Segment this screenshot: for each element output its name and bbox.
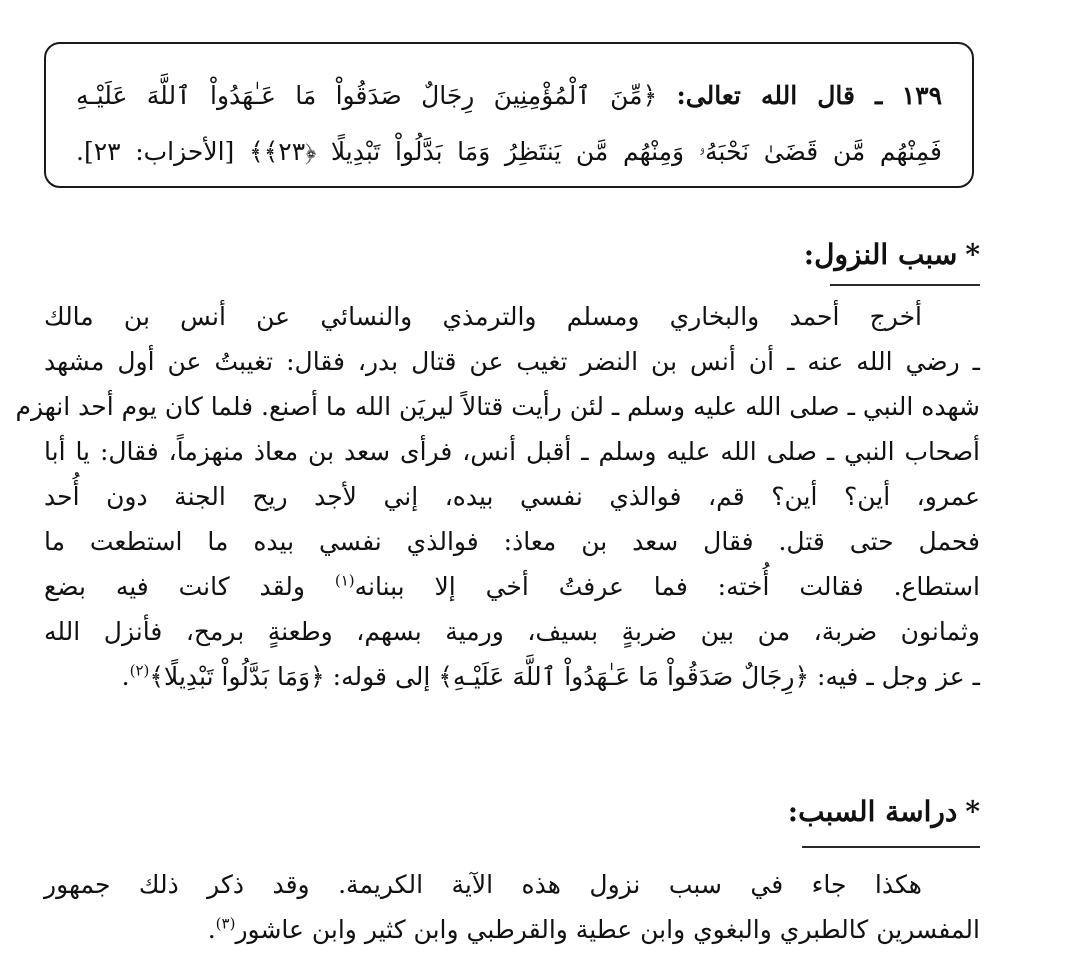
verse-quote-start: ﴿مِّنَ ٱلْمُؤْمِنِينَ رِجَالٌ صَدَقُواْ مَا عَـٰهَدُواْ ٱللَّهَ عَلَيْـهِ <box>76 81 658 110</box>
paragraph-text: ولقد كانت فيه بضع <box>44 572 335 601</box>
section-heading-revelation-cause <box>804 238 980 277</box>
paragraph-line: عمرو، أين؟ أين؟ قم، فوالذي نفسي بيده، إني لأجد ريح الجنة دون أُحد <box>44 482 980 511</box>
sentence-period: . <box>207 915 216 944</box>
paragraph-line-with-footnote <box>44 911 980 953</box>
paragraph-line: أخرج أحمد والبخاري ومسلم والترمذي والنسائي عن أنس بن مالك <box>44 302 922 331</box>
heading-text: سبب النزول: <box>803 238 958 271</box>
paragraph-text: المفسرين كالطبري والبغوي وابن عطية والقرطبي وابن كثير وابن عاشور <box>235 915 980 944</box>
paragraph-line: وثمانون ضربة، من بين ضربةٍ بسيف، ورمية بسهم، وطعنةٍ برمح، فأنزل الله <box>44 617 980 646</box>
verse-line-1 <box>76 68 942 124</box>
heading-underline <box>802 846 980 848</box>
paragraph-line: ـ رضي الله عنه ـ أن أنس بن النضر تغيب عن قتال بدر، فقال: تغيبتُ عن أول مشهد <box>44 347 980 376</box>
verse-box <box>44 42 974 188</box>
footnote-marker: (٣) <box>215 914 236 933</box>
paragraph-line-with-footnote <box>44 568 980 610</box>
heading-underline <box>830 284 980 286</box>
verse-entry-number: ١٣٩ <box>901 81 943 110</box>
section-heading-cause-study <box>788 795 980 834</box>
paragraph-text: استطاع. فقالت أُخته: فما عرفتُ أخي إلا ببنانه <box>354 572 980 601</box>
paragraph-line: فحمل حتى قتل. فقال سعد بن معاذ: فوالذي نفسي بيده ما استطعت ما <box>44 527 980 556</box>
sentence-period: . <box>121 662 130 691</box>
heading-star: * <box>965 795 980 828</box>
heading-star: * <box>965 238 980 271</box>
footnote-marker: (١) <box>334 571 355 590</box>
paragraph-text: ـ عز وجل ـ فيه: ﴿رِجَالٌ صَدَقُواْ مَا عَـٰهَدُواْ ٱللَّهَ عَلَيْـهِ﴾ إلى قوله: ﴿وَمَا بَدَّلُواْ تَبْدِيلًا﴾ <box>149 662 980 691</box>
verse-intro: ـ قال الله تعالى: <box>676 81 883 110</box>
footnote-marker: (٢) <box>129 661 150 680</box>
paragraph-line: شهده النبي ـ صلى الله عليه وسلم ـ لئن رأيت قتالاً ليريَن الله ما أصنع. فلما كان يوم أحد انهزم <box>15 392 980 421</box>
heading-text: دراسة السبب: <box>787 795 958 828</box>
paragraph-line: هكذا جاء في سبب نزول هذه الآية الكريمة. وقد ذكر ذلك جمهور <box>44 870 922 899</box>
paragraph-line: أصحاب النبي ـ صلى الله عليه وسلم ـ أقبل أنس، فرأى سعد بن معاذ منهزماً، فقال: يا أبا <box>44 437 980 466</box>
paragraph-line-with-footnote <box>44 658 980 700</box>
verse-line-2: فَمِنْهُم مَّن قَضَىٰ نَحْبَهُۥ وَمِنْهُم مَّن يَنتَظِرُ وَمَا بَدَّلُواْ تَبْدِيلًا ﴿٢٣﴾﴾ [الأحزاب: ٢٣]. <box>76 137 942 166</box>
